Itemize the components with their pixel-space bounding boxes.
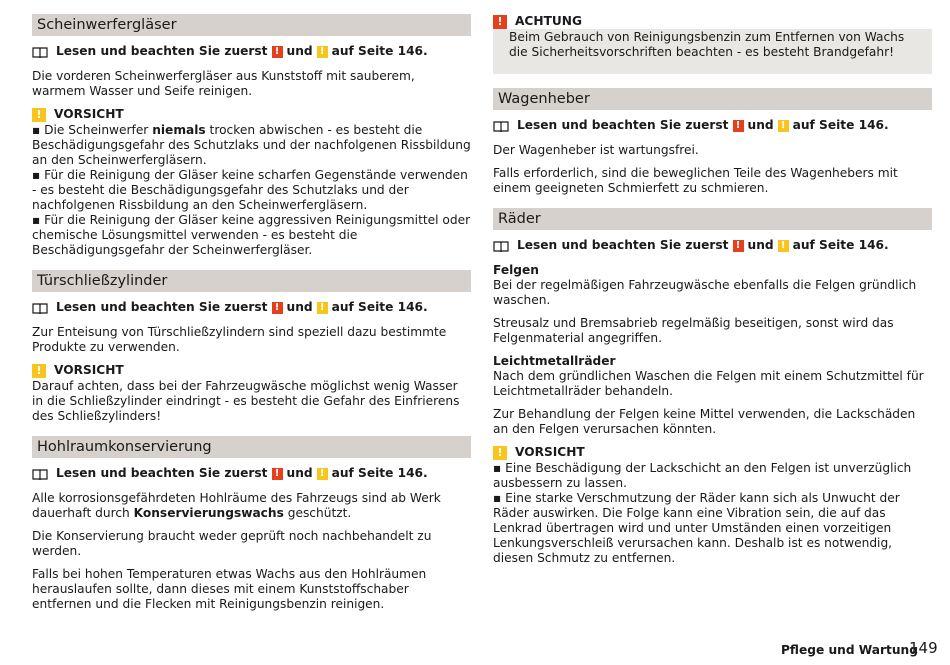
warning-red-icon: ! [733,120,744,132]
paragraph-emphasis: Konservierungswachs [133,506,284,520]
read-first-and: und [286,466,313,480]
caution-item: ▪ Für die Reinigung der Gläser keine scharfen Gegenstände verwenden - es besteht die Beschädigungsgefahr des Schutzlaks und der nachfolgenen Rissbildung an den Scheinwerfergläsern. [32,168,468,212]
section-heading-tuerschliesszylinder: Türschließzylinder [32,270,471,292]
book-icon [493,120,509,132]
caution-body [32,379,471,424]
caution-emphasis: niemals [152,123,206,137]
caution-title: VORSICHT [515,445,585,459]
paragraph: Bei der regelmäßigen Fahrzeugwäsche ebenfalls die Felgen gründlich waschen. [493,278,917,307]
caution-text: trocken abwischen - es besteht die Beschädigungsgefahr des Schutzlaks und der nachfolgenen Rissbildung an den Scheinwerfergläsern. [32,123,471,167]
warning-yellow-icon: ! [778,240,789,252]
read-first-and: und [286,300,313,314]
achtung-icon: ! [493,15,507,29]
subheading-felgen: Felgen [493,263,539,277]
footer-chapter-label: Pflege und Wartung [781,643,918,657]
paragraph: Nach dem gründlichen Waschen die Felgen mit einem Schutzmittel für Leichtmetallräder behandeln. [493,369,924,398]
right-column [493,14,932,578]
achtung-title: ACHTUNG [515,14,582,28]
caution-icon: ! [32,108,46,122]
paragraph: Die vorderen Scheinwerfergläser aus Kunststoff mit sauberem, warmem Wasser und Seife reinigen. [32,69,415,98]
paragraph: Die Konservierung braucht weder geprüft noch nachbehandelt zu werden. [32,529,432,558]
read-first-note [32,466,471,481]
read-first-and: und [747,238,774,252]
book-icon [32,46,48,58]
warning-yellow-icon: ! [317,46,328,58]
read-first-page-ref[interactable]: auf Seite 146. [331,44,428,58]
paragraph-text: Alle korrosionsgefährdeten Hohlräume des Fahrzeugs sind ab Werk dauerhaft durch [32,491,441,520]
read-first-page-ref[interactable]: auf Seite 146. [792,238,889,252]
page-number: 149 [909,639,938,657]
paragraph: Zur Enteisung von Türschließzylindern sind speziell dazu bestimmte Produkte zu verwenden. [32,325,447,354]
caution-item [32,123,471,168]
warning-red-icon: ! [272,302,283,314]
read-first-text: Lesen und beachten Sie zuerst [56,44,268,58]
read-first-and: und [286,44,313,58]
subheading-leichtmetallraeder: Leichtmetallräder [493,354,616,368]
read-first-and: und [747,118,774,132]
read-first-note [32,300,471,315]
caution-item: ▪ Für die Reinigung der Gläser keine aggressiven Reinigungsmittel oder chemische Lösungsmittel verwenden - es besteht die Beschädigungsgefahr der Scheinwerfergläser. [32,213,471,257]
achtung-text: Beim Gebrauch von Reinigungsbenzin zum Entfernen von Wachs die Sicherheitsvorschriften beachten - es besteht Brandgefahr! [509,30,905,59]
read-first-text: Lesen und beachten Sie zuerst [517,118,729,132]
section-heading-raeder: Räder [493,208,932,230]
caution-title: VORSICHT [54,107,124,121]
caution-item: ▪ Eine starke Verschmutzung der Räder kann sich als Unwucht der Räder auswirken. Die Folge kann eine Vibration sein, die auf das Lenkrad übertragen wird und unter Umständen einen vorzeitigen Lenkungsverschleiß verursachen kann. Deshalb ist es notwendig, diesen Schmutz zu entfernen. [493,491,900,565]
book-icon [32,468,48,480]
read-first-page-ref[interactable]: auf Seite 146. [792,118,889,132]
warning-red-icon: ! [272,46,283,58]
achtung-box [493,14,932,74]
read-first-note [493,238,932,253]
read-first-text: Lesen und beachten Sie zuerst [517,238,729,252]
caution-heading [32,107,471,122]
caution-item: ▪ Eine Beschädigung der Lackschicht an den Felgen ist unverzüglich ausbessern zu lassen. [493,461,912,490]
paragraph-text: geschützt. [283,506,352,520]
caution-body [32,123,471,258]
paragraph [32,491,471,521]
left-column [32,14,471,620]
read-first-note [493,118,932,133]
warning-yellow-icon: ! [317,302,328,314]
section-heading-hohlraumkonservierung: Hohlraumkonservierung [32,436,471,458]
read-first-page-ref[interactable]: auf Seite 146. [331,300,428,314]
caution-heading [32,363,471,378]
book-icon [32,302,48,314]
warning-yellow-icon: ! [317,468,328,480]
caution-body [493,461,932,566]
warning-red-icon: ! [272,468,283,480]
paragraph: Falls bei hohen Temperaturen etwas Wachs aus den Hohlräumen herauslaufen sollte, dann dieses mit einem Kunststoffschaber entfernen und die Flecken mit Reinigungsbenzin reinigen. [32,567,427,611]
read-first-note [32,44,471,59]
paragraph: Der Wagenheber ist wartungsfrei. [493,143,699,157]
warning-yellow-icon: ! [778,120,789,132]
read-first-text: Lesen und beachten Sie zuerst [56,300,268,314]
caution-heading [493,445,932,460]
read-first-page-ref[interactable]: auf Seite 146. [331,466,428,480]
section-heading-wagenheber: Wagenheber [493,88,932,110]
paragraph: Falls erforderlich, sind die beweglichen Teile des Wagenhebers mit einem geeigneten Schmierfett zu schmieren. [493,166,898,195]
caution-text: ▪ Die Scheinwerfer [32,123,153,137]
read-first-text: Lesen und beachten Sie zuerst [56,466,268,480]
caution-icon: ! [493,446,507,460]
achtung-heading [493,14,932,29]
paragraph: Zur Behandlung der Felgen keine Mittel verwenden, die Lackschäden an den Felgen verursachen könnten. [493,407,916,436]
caution-title: VORSICHT [54,363,124,377]
warning-red-icon: ! [733,240,744,252]
caution-item: Darauf achten, dass bei der Fahrzeugwäsche möglichst wenig Wasser in die Schließzylinder eindringt - es besteht die Gefahr des Einfrierens des Schließzylinders! [32,379,460,423]
book-icon [493,240,509,252]
paragraph: Streusalz und Bremsabrieb regelmäßig beseitigen, sonst wird das Felgenmaterial angegriffen. [493,316,894,345]
section-heading-scheinwerferglaeser: Scheinwerfergläser [32,14,471,36]
caution-icon: ! [32,364,46,378]
